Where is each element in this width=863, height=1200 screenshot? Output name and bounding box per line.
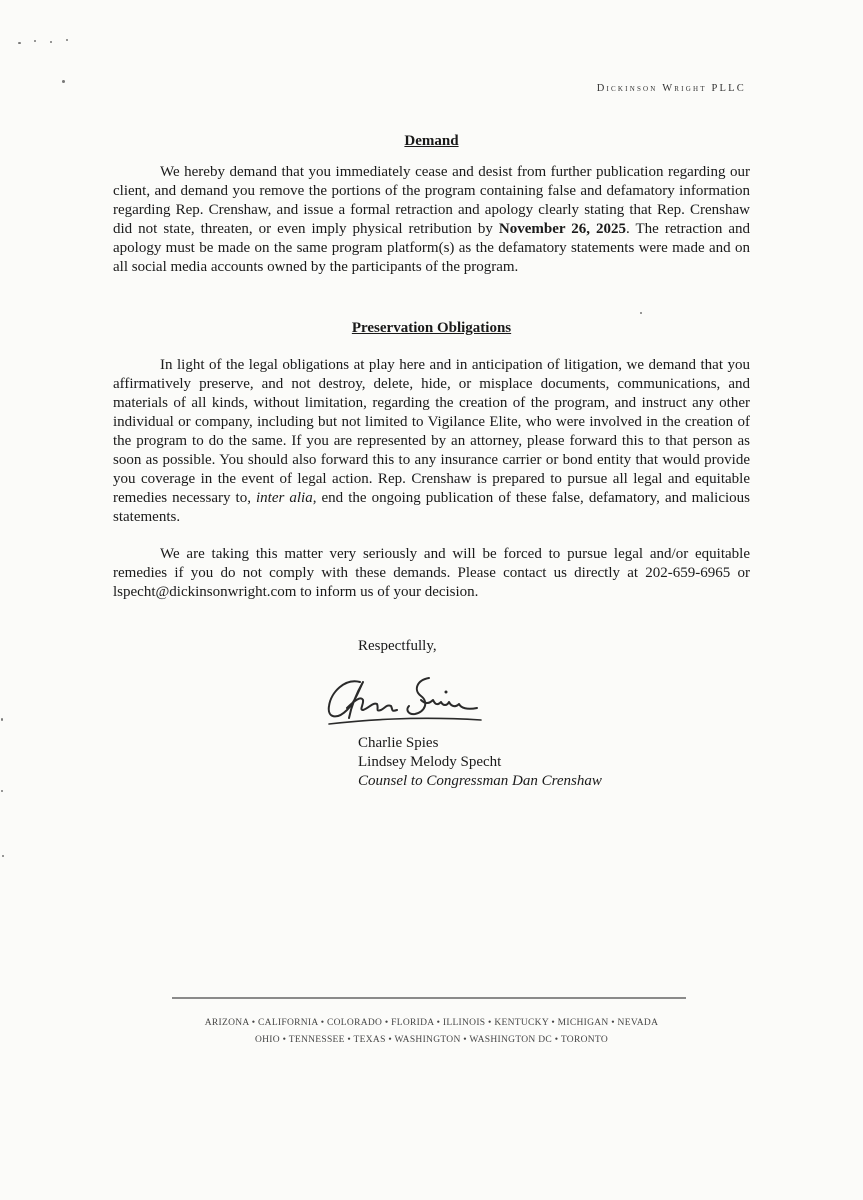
demand-paragraph (113, 163, 750, 277)
preservation-latin: inter alia (256, 490, 313, 506)
signer-title: Counsel to Congressman Dan Crenshaw (358, 773, 602, 789)
preservation-text-start: In light of the legal obligations at play here and in anticipation of litigation, we demand that you affirmatively preserve, and not destroy, delete, hide, or misplace documents, communications, and materials of all kinds, without limitation, regarding the creation of the program, and instruct any other individual or company, including but not limited to Vigilance Elite, who were involved in the creation of the program to do the same. If you are represented by an attorney, please forward this to that person as soon as possible. You should also forward this to any insurance carrier or bond entity that would provide you coverage in the event of legal action. Rep. Crenshaw is prepared to pursue all legal and equitable remedies necessary to, (113, 357, 750, 506)
preservation-text-end: , end the ongoing publication of these false, defamatory, and malicious statements. (113, 490, 750, 525)
preservation-heading: Preservation Obligations (351, 320, 512, 336)
handwritten-signature (325, 670, 485, 726)
signer-1: Charlie Spies (358, 735, 439, 751)
preservation-paragraph (113, 356, 750, 527)
closing-paragraph-text: We are taking this matter very seriously and will be forced to pursue legal and/or equitable remedies if you do not comply with these demands. Please contact us directly at 202-659-6965 or lspecht@dickinsonwright.com to inform us of your decision. (113, 546, 750, 600)
closing-paragraph (113, 545, 750, 602)
footer-divider (172, 997, 686, 999)
letterhead-firm-name: Dickinson Wright PLLC (596, 83, 746, 94)
demand-deadline: November 26, 2025 (498, 221, 627, 237)
footer-offices-line-2: OHIO • TENNESSEE • TEXAS • WASHINGTON • WASHINGTON DC • TORONTO (254, 1035, 608, 1045)
demand-text-start: We hereby demand that you immediately cease and desist from further publication regarding our client, and demand you remove the portions of the program containing false and defamatory information regarding Rep. Crenshaw, and issue a formal retraction and apology clearly stating that Rep. Crenshaw did not state, threaten, or even imply physical retribution by (113, 164, 750, 237)
salutation: Respectfully, (358, 638, 437, 654)
demand-heading: Demand (404, 133, 459, 149)
footer-offices-line-1: ARIZONA • CALIFORNIA • COLORADO • FLORIDA • ILLINOIS • KENTUCKY • MICHIGAN • NEVADA (204, 1018, 659, 1028)
demand-text-end: . The retraction and apology must be made on the same program platform(s) as the defamatory statements were made and on all social media accounts owned by the participants of the program. (113, 221, 750, 275)
signer-2: Lindsey Melody Specht (358, 754, 502, 770)
